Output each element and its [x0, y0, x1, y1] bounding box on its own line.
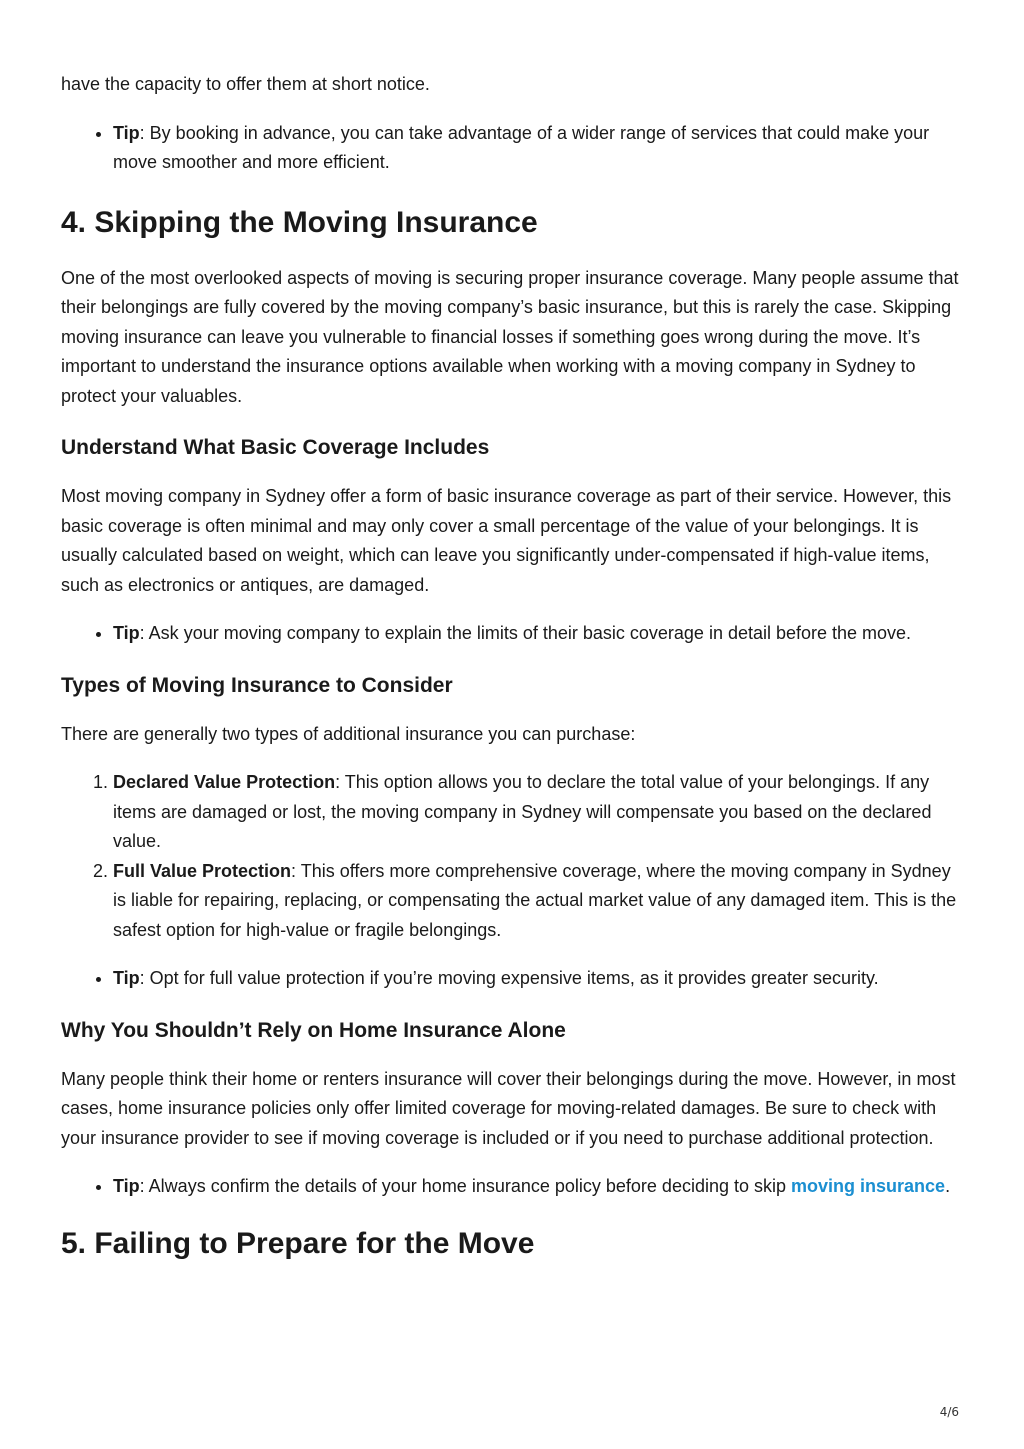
list-item [113, 619, 961, 649]
subheading-basic-coverage: Understand What Basic Coverage Includes [61, 436, 490, 459]
page-number: 4/6 [939, 1405, 959, 1419]
tip-list-full-value [61, 964, 961, 994]
insurance-types-intro: There are generally two types of additional insurance you can purchase: [61, 723, 636, 744]
list-item [113, 964, 961, 994]
home-insurance-paragraph: Many people think their home or renters insurance will cover their belongings during the move. However, in most cases, home insurance policies only offer limited coverage for moving-related damages. Be sure to check with your insurance provider to see if moving coverage is included or if you need to purchase additional protection. [61, 1068, 956, 1148]
item-text: : This offers more comprehensive coverage, where the moving company in Sydney is liable for repairing, replacing, or compensating the actual market value of any damaged item. This is the safest option for high-value or fragile belongings. [113, 860, 957, 940]
tip-text: : Opt for full value protection if you’re moving expensive items, as it provides greater security. [139, 968, 879, 988]
tip-text: : Ask your moving company to explain the limits of their basic coverage in detail before the move. [139, 623, 912, 643]
item-label: Full Value Protection [113, 860, 292, 881]
tip-list-home-insurance [61, 1172, 961, 1202]
tip-label: Tip [113, 968, 140, 988]
list-item [113, 119, 961, 178]
list-item [113, 1172, 961, 1202]
list-item-full-value [113, 857, 961, 946]
tip-label: Tip [113, 122, 140, 143]
moving-insurance-link[interactable]: moving insurance [791, 1176, 946, 1196]
section-intro-insurance: One of the most overlooked aspects of moving is securing proper insurance coverage. Many people assume that their belongings are fully covered by the moving company’s basic insurance, but this is rarely the case. Skipping moving insurance can leave you vulnerable to financial losses if something goes wrong during the move. It’s important to understand the insurance options available when working with a moving company in Sydney to protect your valuables. [61, 267, 959, 406]
tip-text: : Always confirm the details of your home insurance policy before deciding to skip [139, 1176, 792, 1196]
list-item-declared-value [113, 768, 961, 857]
tip-label: Tip [113, 1176, 140, 1196]
insurance-types-list [61, 768, 961, 945]
tip-list-basic-coverage [61, 619, 961, 649]
intro-continuation: have the capacity to offer them at short notice. [61, 74, 430, 94]
basic-coverage-paragraph: Most moving company in Sydney offer a form of basic insurance coverage as part of their service. However, this basic coverage is often minimal and may only cover a small percentage of the value of your belongings. It is usually calculated based on weight, which can leave you significantly under-compensated if high-value items, such as electronics or antiques, are damaged. [61, 486, 952, 595]
subheading-home-insurance: Why You Shouldn’t Rely on Home Insurance Alone [61, 1018, 566, 1042]
document-page [61, 70, 961, 1264]
tip-text: : By booking in advance, you can take advantage of a wider range of services that could make your move smoother and more efficient. [113, 122, 930, 172]
tip-list-booking [61, 119, 961, 178]
item-label: Declared Value Protection [113, 772, 336, 792]
tip-end: . [945, 1176, 951, 1196]
section-heading-failing-to-prepare: 5. Failing to Prepare for the Move [61, 1226, 535, 1260]
tip-label: Tip [113, 623, 140, 643]
subheading-insurance-types: Types of Moving Insurance to Consider [61, 673, 453, 697]
item-text: : This option allows you to declare the total value of your belongings. If any items are damaged or lost, the moving company in Sydney will compensate you based on the declared value. [113, 772, 932, 851]
section-heading-skipping-insurance: 4. Skipping the Moving Insurance [61, 205, 538, 239]
